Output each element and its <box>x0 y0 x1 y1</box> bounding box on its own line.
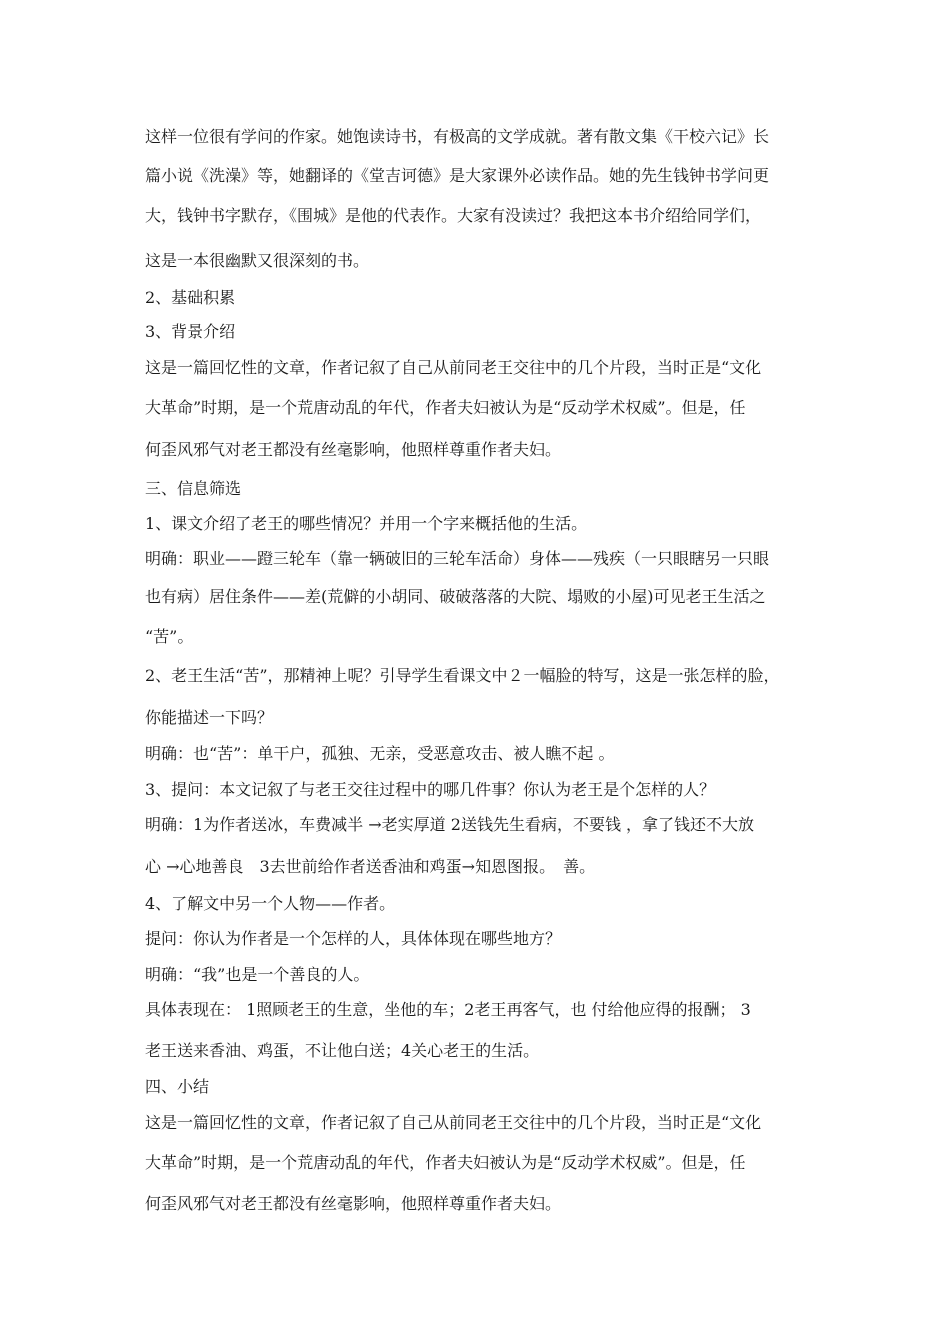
question-line: 3、提问：本文记叙了与老王交往过程中的哪几件事？你认为老王是个怎样的人？ <box>145 780 716 799</box>
paragraph-line: 篇小说《洗澡》等，她翻译的《堂吉诃德》是大家课外必读作品。她的先生钱钟书学问更 <box>145 166 770 185</box>
section-heading: 3、背景介绍 <box>145 322 236 341</box>
answer-line: “苦”。 <box>145 627 194 646</box>
answer-line: 也有病）居住条件——差(荒僻的小胡同、破破落落的大院、塌败的小屋)可见老王生活之 <box>145 587 766 606</box>
answer-line: 明确：1为作者送冰，车费减半 →老实厚道 2送钱先生看病，不要钱 ，拿了钱还不大放 <box>145 815 755 834</box>
question-line: 2、老王生活“苦”，那精神上呢？引导学生看课文中２一幅脸的特写，这是一张怎样的脸， <box>145 666 780 685</box>
answer-line: 明确：“我”也是一个善良的人。 <box>145 965 370 984</box>
question-line: 4、了解文中另一个人物——作者。 <box>145 894 396 913</box>
section-heading: 三、信息筛选 <box>145 479 242 498</box>
paragraph-line: 何歪风邪气对老王都没有丝毫影响，他照样尊重作者夫妇。 <box>145 440 562 459</box>
paragraph-line: 大革命”时期，是一个荒唐动乱的年代，作者夫妇被认为是“反动学术权威”。但是，任 <box>145 398 746 417</box>
answer-line: 明确：也“苦”：单干户，孤独、无亲，受恶意攻击、被人瞧不起 。 <box>145 744 615 763</box>
question-line: 提问：你认为作者是一个怎样的人，具体体现在哪些地方？ <box>145 929 562 948</box>
answer-line: 心 →心地善良 3去世前给作者送香油和鸡蛋→知恩图报。 善。 <box>145 857 596 876</box>
paragraph-line: 何歪风邪气对老王都没有丝毫影响，他照样尊重作者夫妇。 <box>145 1194 562 1213</box>
paragraph-line: 这是一本很幽默又很深刻的书。 <box>145 251 370 270</box>
paragraph-line: 这是一篇回忆性的文章，作者记叙了自己从前同老王交往中的几个片段，当时正是“文化 <box>145 1113 762 1132</box>
paragraph-line: 这是一篇回忆性的文章，作者记叙了自己从前同老王交往中的几个片段，当时正是“文化 <box>145 358 762 377</box>
paragraph-line: 这样一位很有学问的作家。她饱读诗书，有极高的文学成就。著有散文集《干校六记》长 <box>145 127 770 146</box>
answer-line: 明确：职业——蹬三轮车（靠一辆破旧的三轮车活命）身体——残疾（一只眼瞎另一只眼 <box>145 549 770 568</box>
answer-line: 老王送来香油、鸡蛋，不让他白送；4关心老王的生活。 <box>145 1041 540 1060</box>
paragraph-line: 大革命”时期，是一个荒唐动乱的年代，作者夫妇被认为是“反动学术权威”。但是，任 <box>145 1153 746 1172</box>
answer-line: 具体表现在： 1照顾老王的生意，坐他的车；2老王再客气，也 付给他应得的报酬； 3 <box>145 1000 751 1019</box>
question-line: 1、课文介绍了老王的哪些情况？并用一个字来概括他的生活。 <box>145 514 588 533</box>
question-line: 你能描述一下吗？ <box>145 708 274 727</box>
section-heading: 2、基础积累 <box>145 288 236 307</box>
section-heading: 四、小结 <box>145 1077 210 1096</box>
paragraph-line: 大，钱钟书字默存，《围城》是他的代表作。大家有没读过？我把这本书介绍给同学们， <box>145 206 762 225</box>
